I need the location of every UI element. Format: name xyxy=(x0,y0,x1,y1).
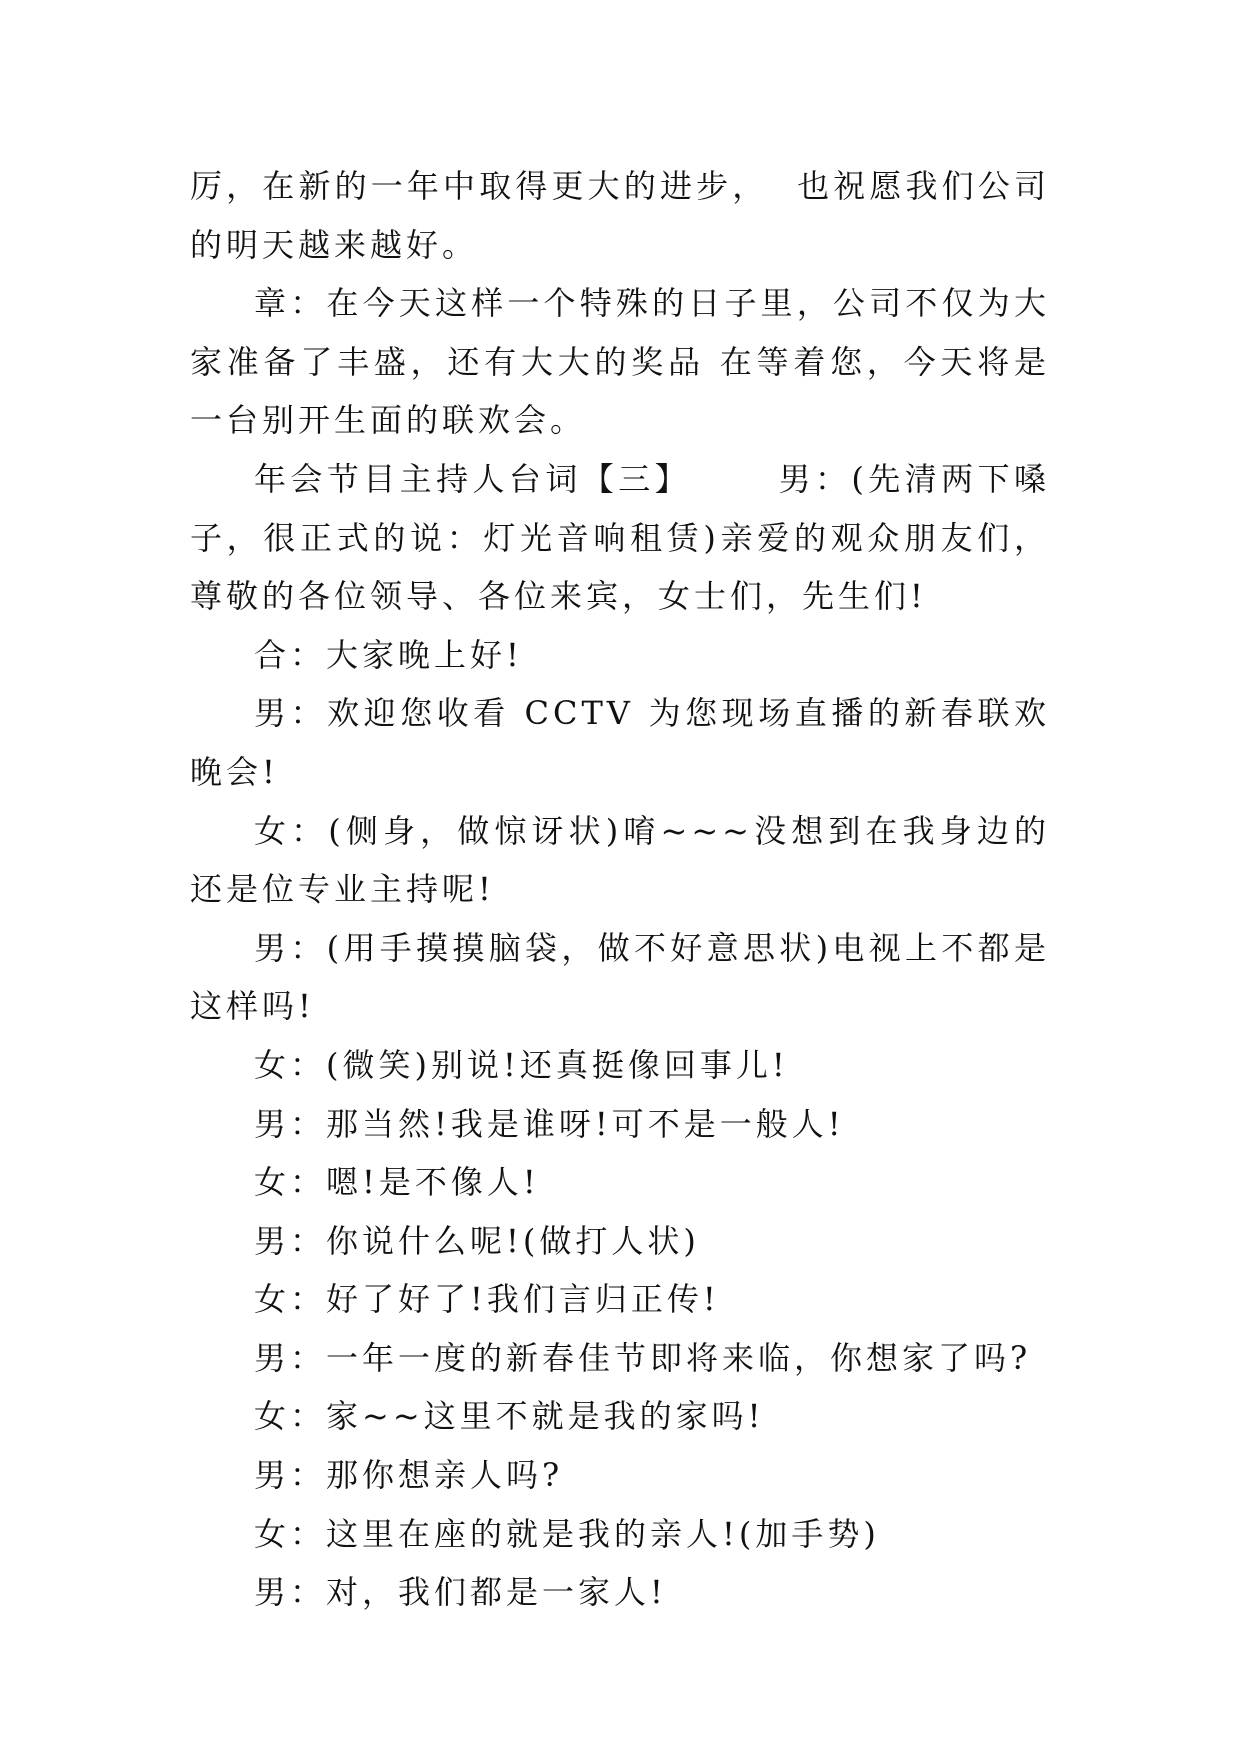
paragraph: 男：你说什么呢!(做打人状) xyxy=(254,1221,700,1260)
paragraph: 年会节目主持人台词【三】 男：(先清两下嗓子，很正式的说：灯光音响租赁)亲爱的观众朋友们，尊敬的各位领导、各位来宾，女士们，先生们! xyxy=(190,459,1050,616)
paragraph: 女：家~~这里不就是我的家吗! xyxy=(254,1397,765,1436)
paragraph: 男：那你想亲人吗? xyxy=(254,1456,564,1495)
paragraph: 男：对，我们都是一家人! xyxy=(254,1573,667,1612)
paragraph: 女：嗯!是不像人! xyxy=(254,1163,540,1202)
paragraph: 男：欢迎您收看 CCTV 为您现场直播的新春联欢晚会! xyxy=(190,694,1050,791)
paragraph: 女：这里在座的就是我的亲人!(加手势) xyxy=(254,1514,880,1553)
document-body xyxy=(190,157,1050,1622)
paragraph: 合：大家晚上好! xyxy=(254,635,523,674)
paragraph: 男：那当然!我是谁呀!可不是一般人! xyxy=(254,1104,845,1143)
paragraph: 男：一年一度的新春佳节即将来临，你想家了吗? xyxy=(254,1338,1032,1377)
paragraph: 章：在今天这样一个特殊的日子里，公司不仅为大家准备了丰盛，还有大大的奖品 在等着您，今天将是一台别开生面的联欢会。 xyxy=(190,284,1050,440)
paragraph: 男：(用手摸摸脑袋，做不好意思状)电视上不都是这样吗! xyxy=(190,928,1050,1026)
paragraph: 女：(微笑)别说!还真挺像回事儿! xyxy=(254,1045,789,1084)
paragraph: 女：(侧身，做惊讶状)唷~~~没想到在我身边的还是位专业主持呢! xyxy=(190,811,1050,909)
paragraph: 厉，在新的一年中取得更大的进步， 也祝愿我们公司的明天越来越好。 xyxy=(190,167,1050,264)
paragraph: 女：好了好了!我们言归正传! xyxy=(254,1280,720,1319)
